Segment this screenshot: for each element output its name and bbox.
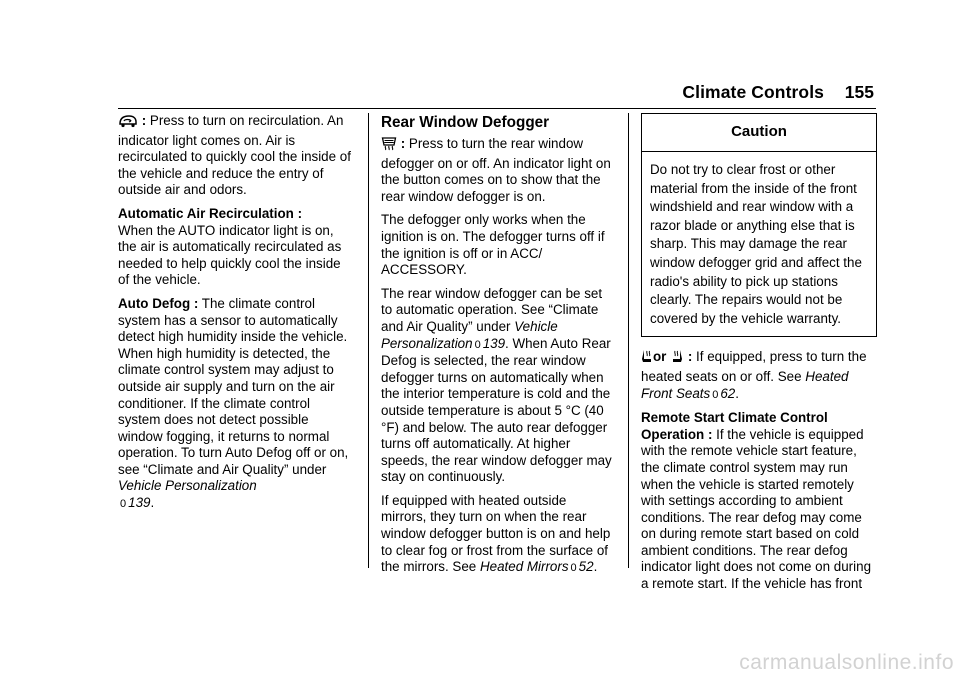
seats-ref-page[interactable]: 62	[720, 385, 736, 401]
defog-text-1: Press to turn the rear window defogger on or off. An indicator light on the button comes on to show that the rear window defogger is on.	[381, 136, 611, 204]
seat-separator: :	[684, 349, 697, 365]
column-divider-2	[628, 113, 629, 568]
defog-paragraph-2: The defogger only works when the ignition is on. The defogger turns off if the ignition is off or in ACC/ ACCESSORY.	[381, 212, 605, 278]
auto-air-paragraph	[118, 206, 354, 289]
mirrors-ref-page[interactable]: 52	[578, 559, 594, 575]
header-rule	[118, 108, 876, 109]
rear-defog-icon	[381, 136, 397, 156]
section-heading: Rear Window Defogger	[381, 114, 550, 131]
defog-ref-page[interactable]: 139	[482, 335, 506, 351]
page-ref-symbol: 0	[474, 338, 481, 351]
heated-seat-icon	[641, 349, 653, 369]
defog-text-3b: . When Auto Rear Defog is selected, the rear window defogger turns on automatically when the interior temperature is cold and the outside temperature is about 5 °C (40 °F) and below. The auto rear defogger turns off automatically. At higher speeds, the rear window defogger may stay on continuously.	[381, 335, 612, 485]
auto-defog-text: The climate control system has a sensor to automatically detect high humidity inside the vehicle. When high humidity is detected, the climate control system may adjust to outside air supply and turn on the air conditioner. If the climate control system does not detect possible window fogging, it returns to normal operation. To turn Auto Defog off or on, see “Climate and Air Quality” under	[118, 295, 349, 477]
defog-paragraph-3	[381, 286, 613, 486]
column-divider-1	[368, 113, 369, 568]
period: .	[150, 495, 155, 511]
column-2	[381, 113, 613, 584]
defog-separator: :	[397, 136, 409, 151]
heated-seat-icon	[670, 349, 684, 369]
period: .	[735, 385, 739, 401]
remote-start-paragraph	[641, 410, 877, 593]
caution-title: Caution	[642, 114, 876, 152]
recirculation-separator: :	[138, 113, 150, 128]
caution-text: Do not try to clear frost or other material from the inside of the front windshield and rear window with a razor blade or anything else that is sharp. This may damage the rear window defogger grid and affect the radio's ability to pick up stations clearly. The repairs would not be covered by the vehicle warranty.	[650, 162, 862, 326]
page-number: 155	[844, 82, 874, 102]
header-title: Climate Controls	[682, 82, 824, 102]
defog-text-3a: The rear window defogger can be set to automatic operation. See “Climate and Air Quality” under	[381, 285, 603, 334]
period: .	[593, 559, 598, 575]
column-3	[641, 113, 877, 600]
caution-box	[641, 113, 877, 337]
remote-start-term: Remote Start Climate Control Operation :	[641, 410, 828, 442]
defog-paragraph-1	[381, 136, 613, 205]
auto-defog-term: Auto Defog :	[118, 295, 199, 311]
heated-seat-paragraph	[641, 349, 877, 403]
page-ref-symbol: 0	[570, 562, 577, 575]
defog-paragraph-4	[381, 493, 613, 577]
seat-text: If equipped, press to turn the heated seats on or off. See	[641, 349, 867, 384]
seats-ref-link[interactable]: Heated Front Seats	[641, 368, 849, 401]
auto-air-text: When the AUTO indicator light is on, the air is automatically recirculated as needed to help quickly cool the inside of the vehicle.	[118, 222, 342, 288]
auto-defog-paragraph	[118, 296, 354, 513]
remote-start-text: If the vehicle is equipped with the remote vehicle start feature, the climate control system may run when the vehicle is started remotely with settings according to ambient conditions. The rear defog may come on during remote start based on cold ambient conditions. The rear defog indicator light does not come on during a remote start. If the vehicle has front	[641, 426, 872, 592]
column-1	[118, 113, 354, 520]
recirculation-text: Press to turn on recirculation. An indicator light comes on. Air is recirculated to quickly cool the inside of the vehicle and reduce the entry of outside air and odors.	[118, 113, 351, 198]
seat-or-text: or	[653, 349, 667, 365]
auto-air-term: Automatic Air Recirculation :	[118, 205, 303, 221]
recirculation-paragraph	[118, 113, 354, 199]
mirrors-ref-link[interactable]: Heated Mirrors	[479, 559, 569, 575]
defog-text-4a: If equipped with heated outside mirrors, they turn on when the rear window defogger button is on and help to clear fog or frost from the surface of the mirrors. See	[381, 492, 611, 575]
page-ref-symbol: 0	[120, 498, 127, 511]
auto-defog-ref-link[interactable]: Vehicle Personalization	[118, 478, 257, 494]
auto-defog-ref-page[interactable]: 139	[128, 495, 151, 511]
page-ref-symbol: 0	[712, 388, 719, 401]
recirculation-icon	[118, 114, 138, 133]
watermark: carmanualsonline.info	[739, 651, 954, 674]
defog-ref-link[interactable]: Vehicle Personalization	[381, 318, 558, 351]
